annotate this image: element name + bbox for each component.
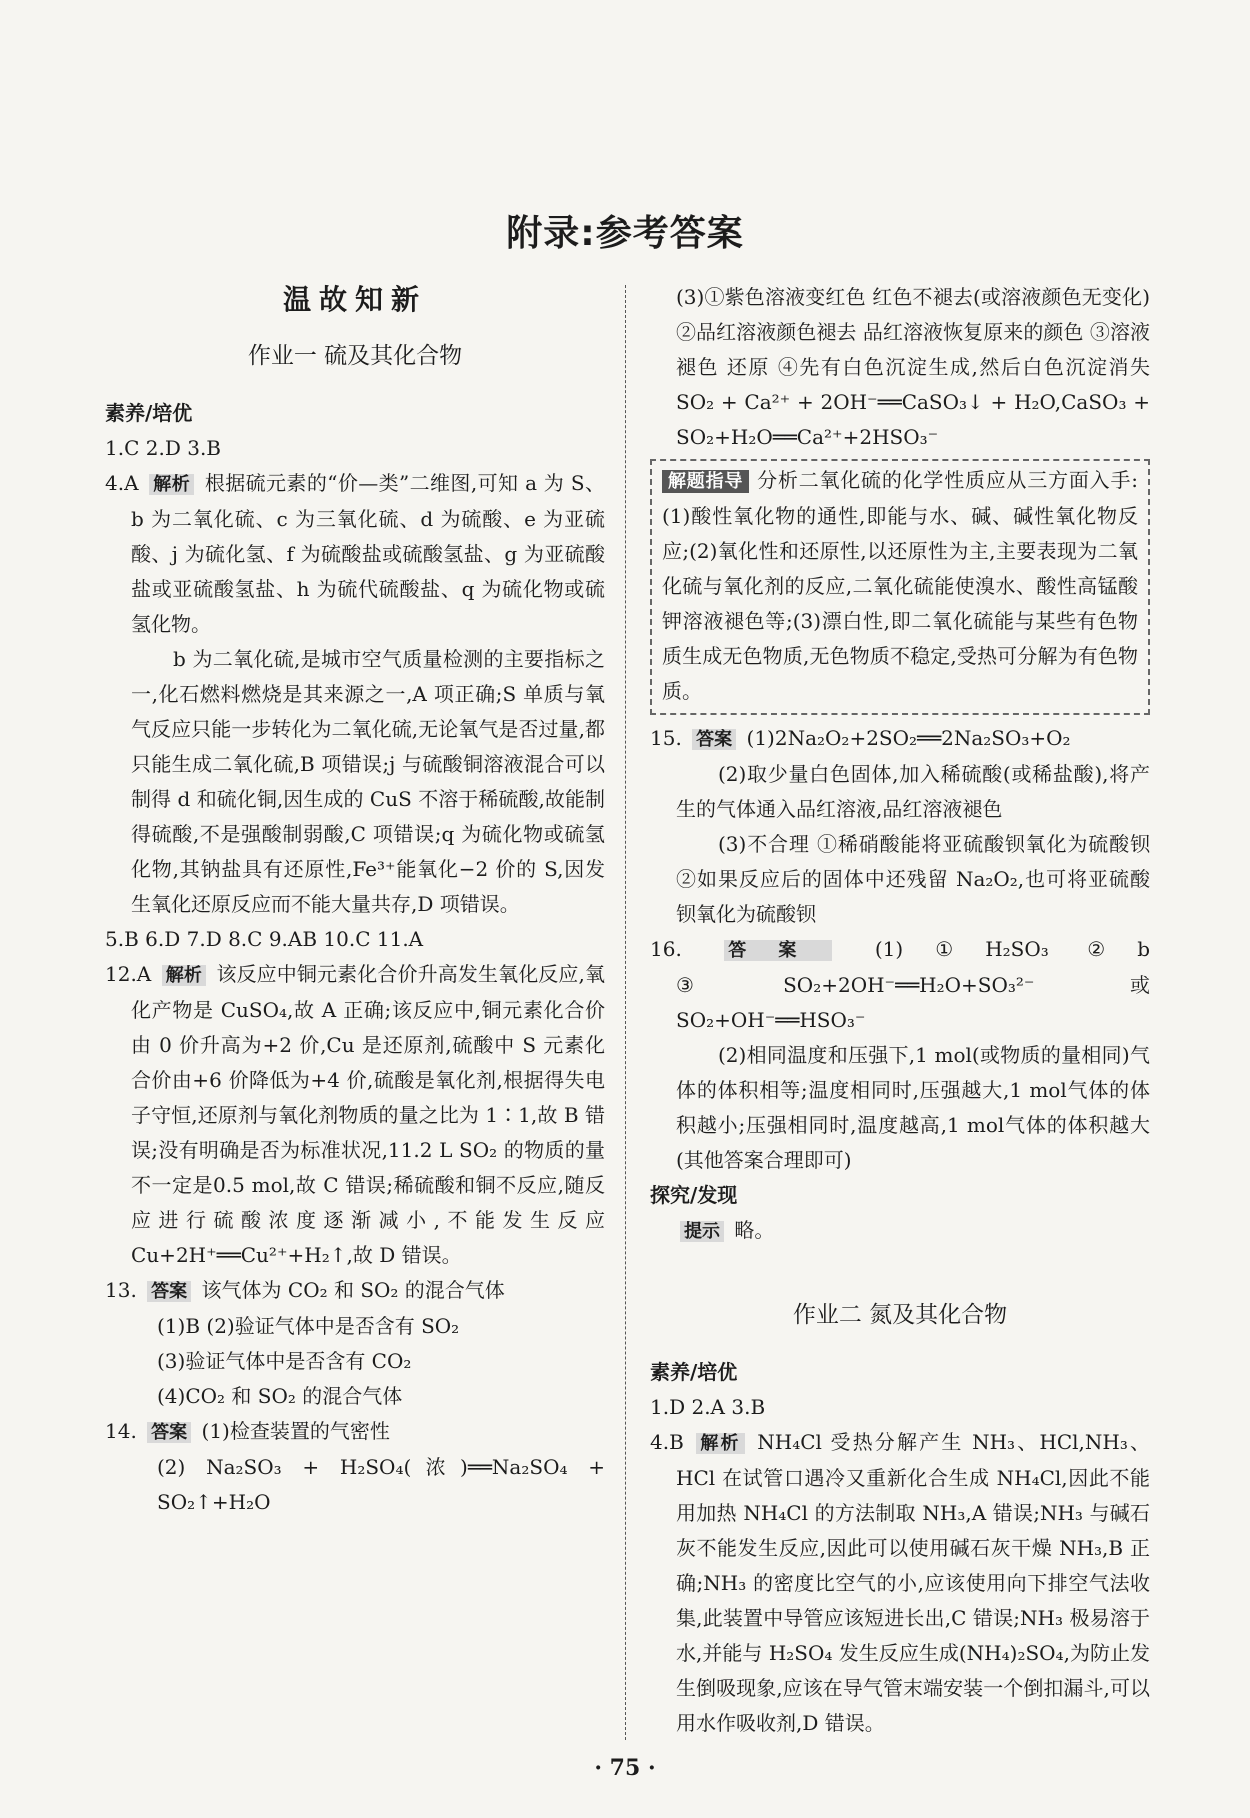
- section-title: 温故知新: [282, 283, 427, 316]
- q14-part-1: (1)检查装置的气密性: [201, 1419, 390, 1443]
- hw2-title: 作业二 氮及其化合物: [792, 1302, 1008, 1328]
- hw2-q4-analysis: NH₄Cl 受热分解产生 NH₃、HCl,NH₃、HCl 在试管口遇冷又重新化合生成 NH₄Cl,因此不能用加热 NH₄Cl 的方法制取 NH₃,A 错误;NH₃ 与碱石灰不能发生反应,因此可以使用碱石灰干燥 NH₃,B 正确;NH₃ 的密度比空气的小,应该使用向下排空气法收集,此装置中导管应该短进长出,C 错误;NH₃ 极易溶于水,并能与 H₂SO₄ 发生反应生成(NH₄)₂SO₄,为防止发生倒吸现象,应该在导气管末端安装一个倒扣漏斗,可以用水作吸收剂,D 错误。: [676, 1430, 1151, 1735]
- q16-number: 16.: [650, 937, 682, 961]
- explore-hint: [650, 1213, 1150, 1249]
- hw1-q16: [650, 932, 1150, 1038]
- solution-guide-box: [650, 459, 1150, 715]
- hw2-subhead: 素养/培优: [650, 1360, 738, 1384]
- hw2-q4: [650, 1425, 1150, 1741]
- q12-number: 12.A: [105, 962, 152, 986]
- hw1-title: 作业一 硫及其化合物: [247, 343, 463, 369]
- q15-number: 15.: [650, 726, 682, 750]
- analysis-tag: 解析: [162, 965, 206, 986]
- hw1-q4-paragraph: b 为二氧化硫,是城市空气质量检测的主要指标之一,化石燃料燃烧是其来源之一,A 项正确;S 单质与氧气反应只能一步转化为二氧化硫,无论氧气是否过量,都只能生成二氧化硫,B 项错误;j 与硫酸铜溶液混合可以制得 d 和硫化铜,因生成的 CuS 不溶于稀硫酸,故能制得硫酸,不是强酸制弱酸,C 项错误;q 为硫化物或硫氢化物,其钠盐具有还原性,Fe³⁺能氧化−2 价的 S,因发生氧化还原反应而不能大量共存,D 项错误。: [131, 647, 605, 916]
- analysis-tag: 解析: [149, 474, 194, 495]
- q13-answer: 该气体为 CO₂ 和 SO₂ 的混合气体: [201, 1278, 505, 1302]
- q16-part-2: (2)相同温度和压强下,1 mol(或物质的量相同)气体的体积相等;温度相同时,压强越大,1 mol气体的体积越小;压强相同时,温度越高,1 mol气体的体积越大(其他答案合理即可): [676, 1043, 1150, 1172]
- page-number: · 75 ·: [594, 1755, 656, 1781]
- q13-part-1-2: (1)B (2)验证气体中是否含有 SO₂: [157, 1314, 460, 1338]
- hw2-q4-number: 4.B: [650, 1430, 684, 1454]
- answer-tag: 答案: [147, 1422, 191, 1443]
- spacer: [650, 1249, 1150, 1297]
- answer-tag: 答案: [147, 1281, 191, 1302]
- q14-part-3: (3)①紫色溶液变红色 红色不褪去(或溶液颜色无变化) ②品红溶液颜色褪去 品红溶液恢复原来的颜色 ③溶液褪色 还原 ④先有白色沉淀生成,然后白色沉淀消失 SO₂ + Ca²⁺ + 2OH⁻══CaSO₃↓ + H₂O,CaSO₃ + SO₂+H₂O══Ca²⁺+2HSO₃⁻: [676, 285, 1150, 449]
- hint-tag: 提示: [680, 1221, 724, 1242]
- right-column: [650, 280, 1150, 1741]
- answer-tag: 答案: [692, 729, 736, 750]
- q14-part-2: (2) Na₂SO₃ + H₂SO₄(浓)══Na₂SO₄ + SO₂↑+H₂O: [157, 1455, 605, 1514]
- q12-analysis: 该反应中铜元素化合价升高发生氧化反应,氧化产物是 CuSO₄,故 A 正确;该反应中,铜元素化合价由 0 价升高为+2 价,Cu 是还原剂,硫酸中 S 元素化合价由+6 价降低为+4 价,硫酸是氧化剂,根据得失电子守恒,还原剂与氧化剂物质的量之比为 1∶1,故 B 错误;没有明确是否为标准状况,11.2 L SO₂ 的物质的量不一定是0.5 mol,故 C 错误;稀硫酸和铜不反应,随反应进行硫酸浓度逐渐减小,不能发生反应 Cu+2H⁺══Cu²⁺+H₂↑,故 D 错误。: [131, 962, 606, 1267]
- hint-text: 略。: [734, 1218, 775, 1242]
- q15-part-1: (1)2Na₂O₂+2SO₂══2Na₂SO₃+O₂: [746, 726, 1071, 750]
- hw1-q15: [650, 721, 1150, 757]
- q4-number: 4.A: [105, 471, 139, 495]
- explore-subhead: 探究/发现: [650, 1183, 738, 1207]
- answer-tag: 答案: [724, 940, 832, 961]
- page-title: 附录:参考答案: [506, 213, 744, 254]
- analysis-tag: 解析: [696, 1433, 744, 1454]
- hw1-subhead: 素养/培优: [105, 401, 193, 425]
- q15-part-2: (2)取少量白色固体,加入稀硫酸(或稀盐酸),将产生的气体通入品红溶液,品红溶液褪色: [676, 762, 1150, 821]
- hw1-answers-5-11: 5.B 6.D 7.D 8.C 9.AB 10.C 11.A: [105, 927, 424, 951]
- q16-part-1: (1)①H₂SO₃ ②b ③SO₂+2OH⁻══H₂O+SO₃²⁻ 或 SO₂+OH⁻══HSO₃⁻: [676, 937, 1151, 1032]
- hw1-q14: [105, 1414, 605, 1450]
- hw1-q13: [105, 1273, 605, 1309]
- hw1-q4: [105, 466, 605, 642]
- left-column: [105, 280, 605, 1520]
- guide-text: 分析二氧化硫的化学性质应从三方面入手:(1)酸性氧化物的通性,即能与水、碱、碱性氧化物反应;(2)氧化性和还原性,以还原性为主,主要表现为二氧化硫与氧化剂的反应,二氧化硫能使溴水、酸性高锰酸钾溶液褪色等;(3)漂白性,即二氧化硫能与某些有色物质生成无色物质,无色物质不稳定,受热可分解为有色物质。: [662, 468, 1138, 703]
- q15-part-3: (3)不合理 ①稀硝酸能将亚硫酸钡氧化为硫酸钡 ②如果反应后的固体中还残留 Na₂O₂,也可将亚硫酸钡氧化为硫酸钡: [676, 832, 1150, 926]
- q14-number: 14.: [105, 1419, 137, 1443]
- column-divider: [625, 285, 626, 1740]
- guide-tag: 解题指导: [662, 470, 749, 493]
- q13-part-4: (4)CO₂ 和 SO₂ 的混合气体: [157, 1384, 403, 1408]
- q4-analysis: 根据硫元素的“价—类”二维图,可知 a 为 S、b 为二氧化硫、c 为三氧化硫、d 为硫酸、e 为亚硫酸、j 为硫化氢、f 为硫酸盐或硫酸氢盐、g 为亚硫酸盐或亚硫酸氢盐、h 为硫代硫酸盐、q 为硫化物或硫氢化物。: [131, 471, 606, 636]
- q13-part-3: (3)验证气体中是否含有 CO₂: [157, 1349, 412, 1373]
- q13-number: 13.: [105, 1278, 137, 1302]
- hw1-answers-1-3: 1.C 2.D 3.B: [105, 436, 221, 460]
- hw2-answers-1-3: 1.D 2.A 3.B: [650, 1395, 766, 1419]
- hw1-q12: [105, 957, 605, 1273]
